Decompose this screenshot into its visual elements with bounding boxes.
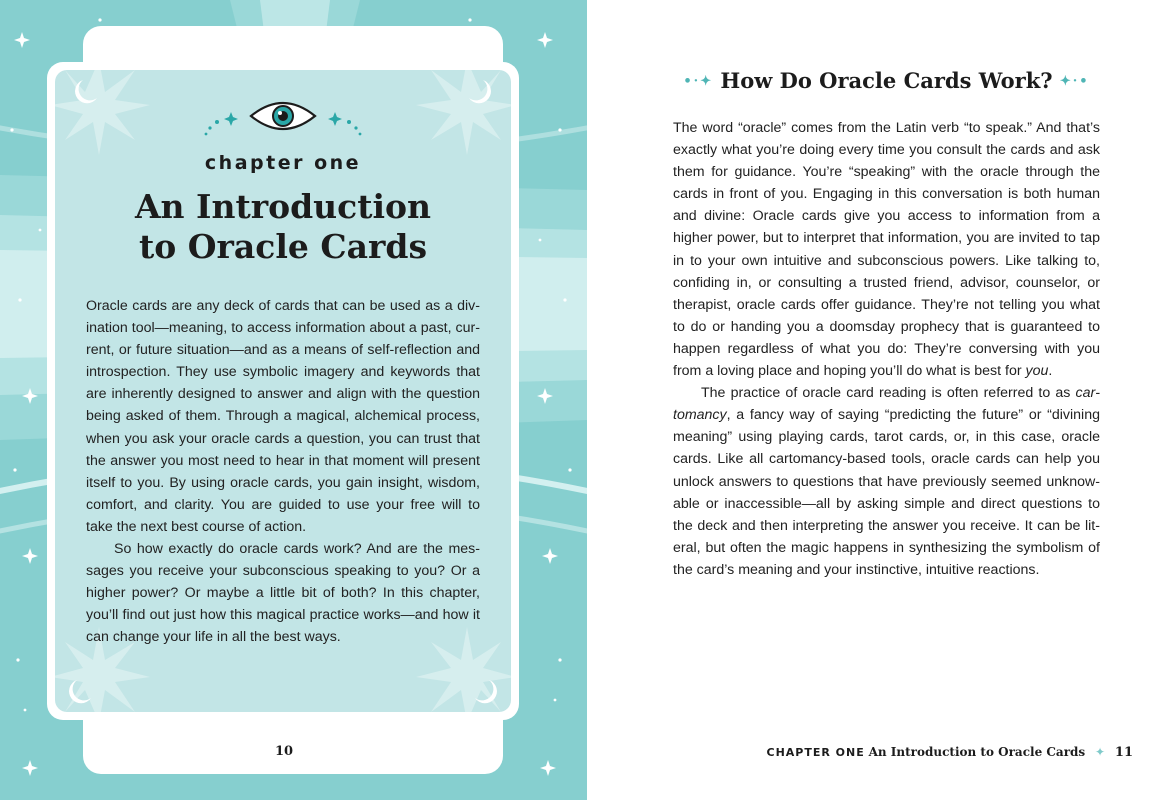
sparkle-icon [201, 108, 241, 138]
sparkle-icon [325, 108, 365, 138]
body-paragraph: So how exactly do oracle cards work? And are the messages you receive your subconscious speaking to you? Or a higher power? Or maybe a little bit of both? In this chapter, you’ll find out just how this magical practice works—and how it can change your life in all the best ways. [86, 541, 480, 646]
eye-icon [248, 96, 318, 136]
oracle-card [55, 70, 511, 712]
chapter-intro-text [86, 295, 480, 649]
section-body [673, 117, 1100, 581]
body-paragraph: Oracle cards are any deck of cards that can be used as a divination tool—meaning, to access information about a past, current, or future situation—and as a means of self-reflection and introspection. They use symbolic imagery and keywords that are inherently designed to answer and align with the question being asked of them. Through a magical, alchemical process, when you ask your oracle cards a question, you can trust that the answer you most need to hear in that moment will present itself to you. By using oracle cards, you gain insight, wisdom, comfort, and clarity. You are guided to use your free will to take the next best course of action. [86, 298, 480, 535]
body-paragraph: The practice of oracle card reading is often referred to as cartomancy, a fancy way of saying “predicting the future” or “divining meaning” using playing cards, tarot cards, or, in this case, oracle cards. Like all cartomancy-based tools, oracle cards can help you unlock answers to questions that have previously seemed unknowable or inaccessible—all by asking simple and direct questions to the deck and then interpreting the answer you receive. It can be literal, but often the magic happens in synthesizing the symbolism of the card’s meaning and your instinctive, intuitive reactions. [673, 385, 1100, 578]
page-number: 10 [274, 744, 294, 759]
chapter-title-line: to Oracle Cards [138, 227, 428, 266]
chapter-title [55, 187, 511, 267]
section-heading-text: How Do Oracle Cards Work? [720, 68, 1053, 93]
sparkle-icon: ✦·• [1059, 74, 1090, 89]
section-heading [673, 68, 1100, 93]
footer-chapter: CHAPTER ONE [766, 746, 865, 759]
emphasis: cartomancy [673, 385, 1100, 424]
emphasis: you [1025, 363, 1049, 380]
sparkle-icon: ✦ [1095, 745, 1106, 759]
chapter-label: chapter one [204, 152, 362, 174]
sparkle-icon: •·✦ [683, 74, 714, 89]
body-paragraph: The word “oracle” comes from the Latin verb “to speak.” And that’s exactly what you’re doing every time you consult the cards and ask them for guidance. You’re “speaking” with the oracle through the cards in front of you. Engaging in this conversation is both human and divine: Oracle cards give you access to information from a higher power, but to interpret that information, you are invited to tap in to your own intuitive and subconscious powers. Like talking to, confiding in, or consulting a trusted friend, advisor, counselor, or therapist, oracle cards offer guidance. They’re not telling you what to do or handing you a doomsday prophecy that is guaranteed to happen regardless of what you do: They’re conversing with you from a loving place and hoping you’ll do what is best for you. [673, 120, 1100, 380]
chapter-title-line: An Introduction [134, 187, 432, 226]
footer-title: An Introduction to Oracle Cards [868, 745, 1086, 759]
running-footer [767, 745, 1134, 760]
page-number: 11 [1114, 745, 1133, 760]
